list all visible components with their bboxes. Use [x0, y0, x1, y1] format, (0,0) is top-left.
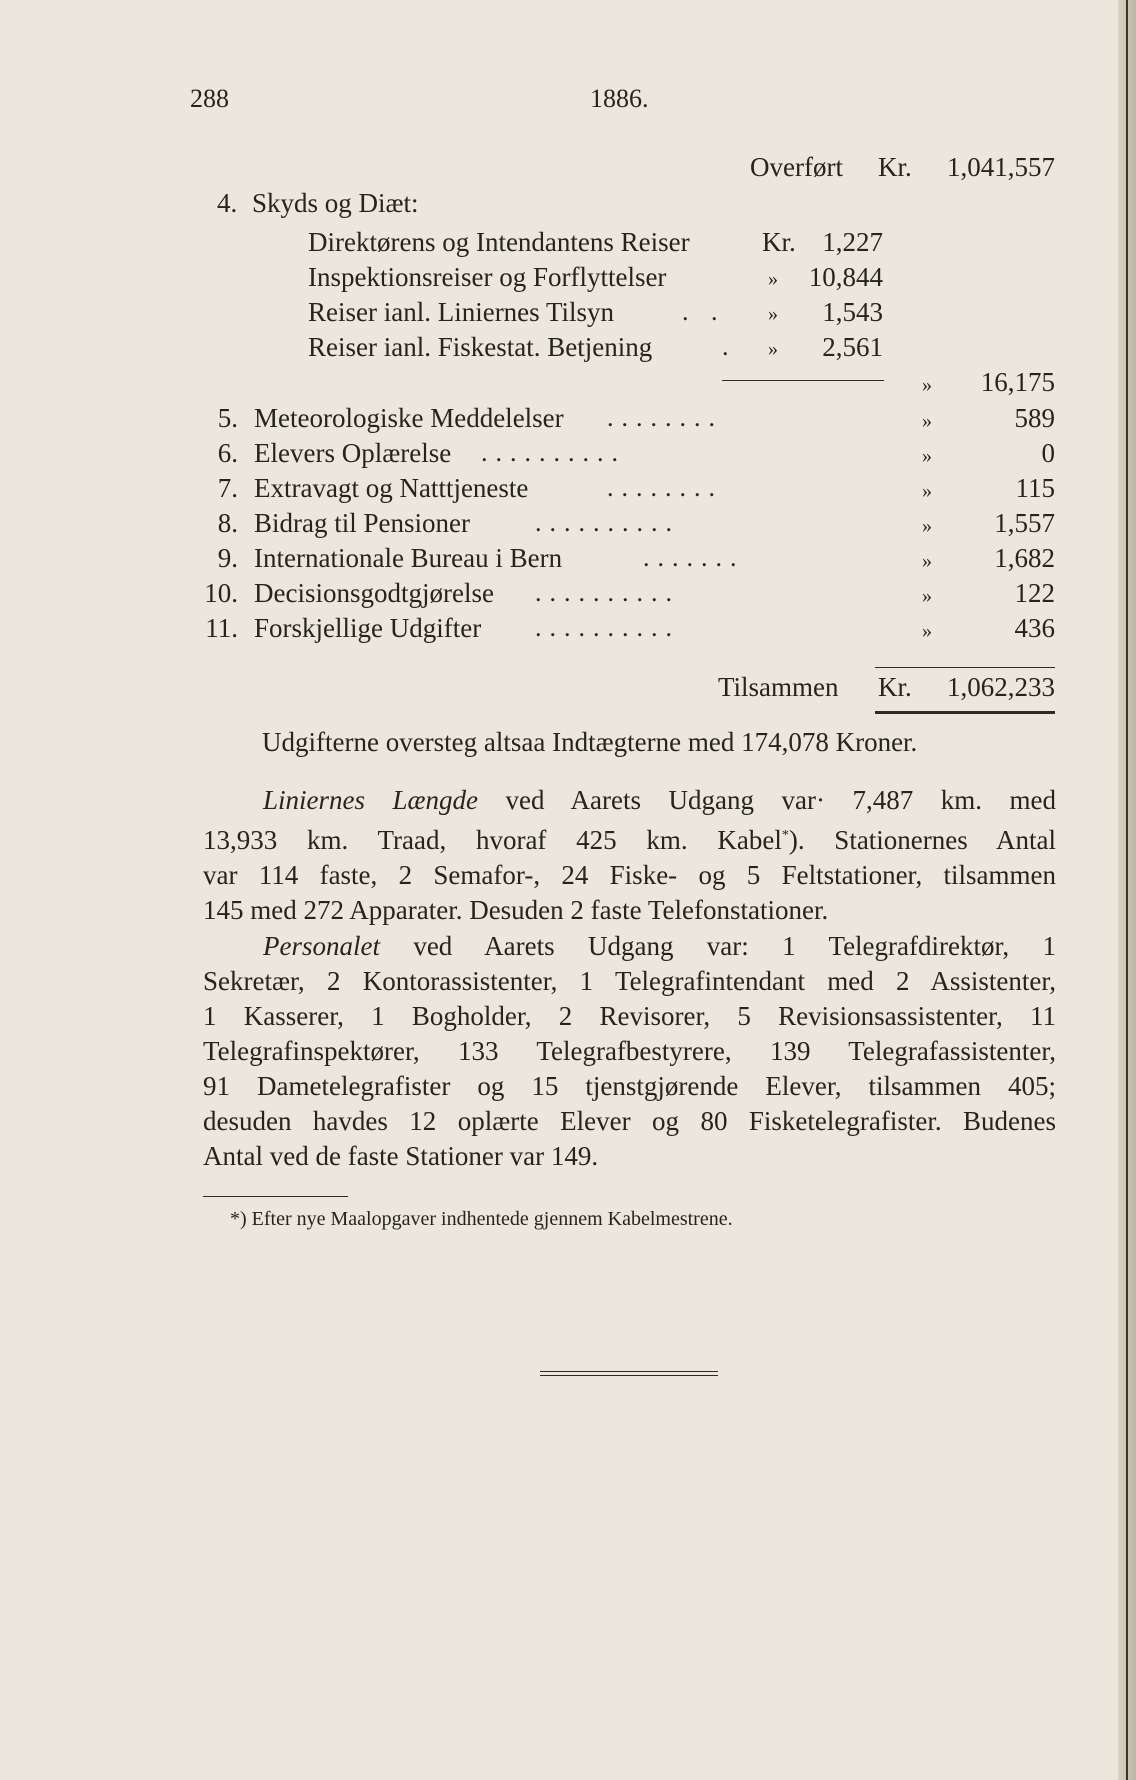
section-4-title: Skyds og Diæt: [252, 188, 419, 218]
page-edge-line [1126, 0, 1128, 1780]
item-number: 5. [217, 403, 238, 433]
item-amount: 589 [1014, 403, 1055, 433]
paragraph-line: ). Stationernes Antal [788, 825, 1056, 855]
item-number: 8. [217, 508, 238, 538]
page-number: 288 [190, 84, 229, 113]
paragraph-line: var 114 faste, 2 Semafor-, 24 Fiske- og 5 Feltstationer, tilsammen [203, 860, 1056, 890]
item-number: 6. [217, 438, 238, 468]
item-amount: 1,557 [994, 508, 1055, 538]
paragraph-line: 91 Dametelegrafister og 15 tjenstgjørende Elever, tilsammen 405; [203, 1071, 1056, 1101]
item-marker: » [922, 620, 932, 642]
leader-dots: ....... [643, 543, 745, 572]
footnote-mark: *) [230, 1208, 247, 1230]
item-number: 7. [217, 473, 238, 503]
item-marker: » [922, 550, 932, 572]
section-4-item-label: Reiser ianl. Liniernes Tilsyn [308, 297, 614, 327]
leader-dots: . . [682, 297, 726, 326]
section-4-item-amount: 10,844 [808, 262, 883, 292]
leader-dots: .......... [535, 508, 680, 537]
footnote-text: Efter nye Maalopgaver indhentede gjennem Kabelmestrene. [251, 1208, 733, 1230]
paragraph-line: Antal ved de faste Stationer var 149. [203, 1141, 599, 1171]
item-marker: » [922, 515, 932, 537]
section-4-item-amount: 1,543 [822, 297, 883, 327]
item-label: Decisionsgodtgjørelse [254, 578, 494, 608]
item-label: Forskjellige Udgifter [254, 613, 482, 643]
paragraph-line: 13,933 km. Traad, hvoraf 425 km. Kabel [203, 825, 782, 855]
section-4-item-marker: » [768, 303, 778, 325]
item-amount: 436 [1014, 613, 1055, 643]
paragraph-line: desuden havdes 12 oplærte Elever og 80 Fisketelegrafister. Budenes [203, 1106, 1056, 1136]
paragraph-line: 145 med 272 Apparater. Desuden 2 faste Telefonstationer. [203, 895, 829, 925]
section-4-number: 4. [217, 188, 238, 218]
item-label: Elevers Oplærelse [254, 438, 452, 468]
section-4-item-label: Direktørens og Intendantens Reiser [308, 227, 690, 257]
paragraph-line: Telegrafinspektører, 133 Telegrafbestyrere, 139 Telegrafassistenter, [203, 1036, 1056, 1066]
carried-over-label: Overført [750, 152, 843, 182]
section-4-item-marker: » [768, 338, 778, 360]
section-4-item-amount: 1,227 [822, 227, 883, 257]
paragraph-liniernes [203, 783, 1056, 928]
item-amount: 1,682 [994, 543, 1055, 573]
leader-dots: . [722, 332, 737, 361]
item-marker: » [922, 445, 932, 467]
paragraph-line: 1 Kasserer, 1 Bogholder, 2 Revisorer, 5 Revisionsassistenter, 11 [203, 1001, 1056, 1031]
leader-dots: .......... [535, 578, 680, 607]
item-label: Bidrag til Pensioner [254, 508, 470, 538]
footnote-reference: * [781, 828, 789, 843]
leader-dots: .......... [535, 613, 680, 642]
summary-text: Udgifterne oversteg altsaa Indtægterne med 174,078 Kroner. [262, 727, 918, 757]
item-marker: » [922, 480, 932, 502]
section-4-item-label: Reiser ianl. Fiskestat. Betjening [308, 332, 653, 362]
paragraph-title: Personalet [263, 931, 380, 961]
footnote-divider [203, 1196, 348, 1197]
subtotal-marker: » [922, 374, 932, 396]
total-amount: 1,062,233 [947, 672, 1055, 702]
item-number: 9. [217, 543, 238, 573]
subtotal-rule [722, 380, 884, 381]
item-number: 10. [204, 578, 238, 608]
paragraph-title: Liniernes Længde [263, 785, 479, 815]
section-4-item-amount: 2,561 [822, 332, 883, 362]
section-4-item-label: Inspektionsreiser og Forflyttelser [308, 262, 667, 292]
end-rule-top [540, 1371, 718, 1372]
item-marker: » [922, 585, 932, 607]
total-currency: Kr. [878, 672, 912, 702]
item-label: Internationale Bureau i Bern [254, 543, 563, 573]
paragraph-line: ved Aarets Udgang var· 7,487 km. med [478, 785, 1056, 815]
paragraph-line: Sekretær, 2 Kontorassistenter, 1 Telegrafintendant med 2 Assistenter, [203, 966, 1056, 996]
paragraph-personalet [203, 929, 1056, 1174]
total-rule-bottom [875, 711, 1055, 714]
item-amount: 122 [1014, 578, 1055, 608]
total-rule-top [875, 667, 1055, 668]
footnote [230, 1208, 733, 1231]
section-4-subtotal: 16,175 [980, 367, 1055, 397]
section-4-item-marker: Kr. [762, 227, 796, 257]
end-rule-bottom [540, 1375, 718, 1376]
carried-over-currency: Kr. [878, 152, 912, 182]
item-marker: » [922, 410, 932, 432]
paragraph-line: ved Aarets Udgang var: 1 Telegrafdirektør, 1 [379, 931, 1056, 961]
item-amount: 115 [1015, 473, 1055, 503]
leader-dots: ........ [607, 473, 723, 502]
item-number: 11. [205, 613, 238, 643]
leader-dots: .......... [481, 438, 626, 467]
leader-dots: ........ [607, 403, 723, 432]
carried-over-amount: 1,041,557 [947, 152, 1055, 182]
item-label: Extravagt og Natttjeneste [254, 473, 529, 503]
page-year-header: 1886. [590, 84, 649, 113]
item-label: Meteorologiske Meddelelser [254, 403, 564, 433]
total-label: Tilsammen [718, 672, 839, 702]
section-4-item-marker: » [768, 268, 778, 290]
item-amount: 0 [1041, 438, 1055, 468]
